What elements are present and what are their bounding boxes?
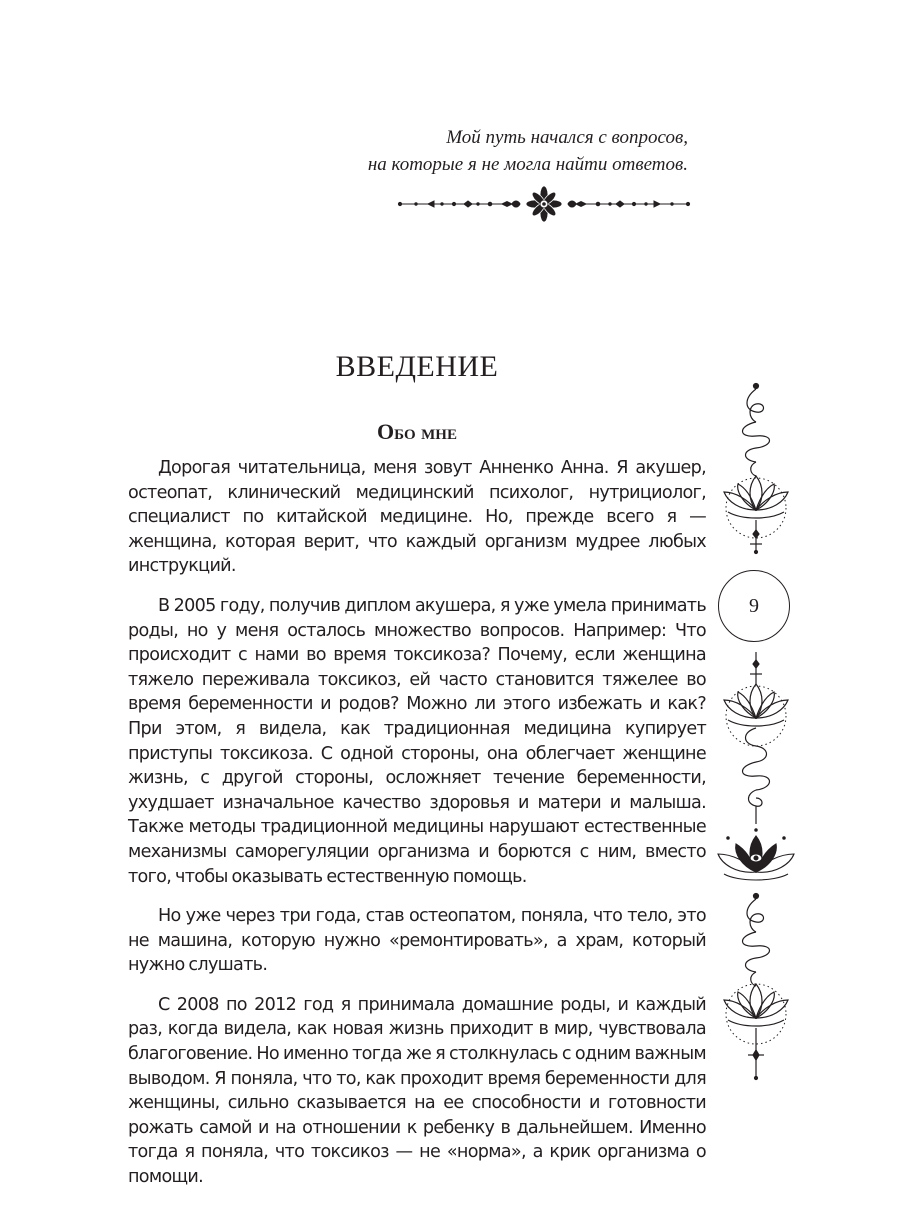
chapter-title: ВВЕДЕНИЕ — [335, 350, 499, 383]
unalome-lotus-icon — [708, 648, 804, 828]
epigraph-line: Мой путь начался с вопросов, — [446, 127, 688, 148]
paragraph: В 2005 году, получив диплом акушера, я уже умела принимать роды, но у меня осталось множество вопросов. Например: Что происходит с нами во время токсикоза? Почему, если женщина тяжело переживала токсикоз, ей часто становится тяжелее во время беременности и родов? Можно ли этого избежать и как? При этом, я видела, как традиционная медицина купирует приступы токсикоза. С одной стороны, она облегчает женщине жизнь, с другой стороны, осложняет течение беременности, ухудшает изначальное качество здоровья и матери и малыша. Также методы традиционной медицины нарушают естественные механизмы саморегуляции организма и борются с ним, вместо того, чтобы оказывать естественную помощь. — [128, 595, 706, 887]
unalome-lotus-icon — [708, 890, 804, 1086]
lotus-eye-icon — [708, 828, 804, 888]
paragraph: Но уже через три года, став остеопатом, поняла, что тело, это не машина, которую нужно «ремонтировать», а храм, который нужно слушать. — [128, 906, 706, 976]
unalome-lotus-icon — [708, 380, 804, 560]
lotus-divider-icon — [394, 186, 694, 222]
page-number: 9 — [718, 570, 790, 642]
paragraph: С 2008 по 2012 год я принимала домашние роды, и каждый раз, когда видела, как новая жизнь приходит в мир, чувствовала благоговение. Но именно тогда же я столкнулась с одним важным выводом. Я поняла, что то, как проходит время беременности для женщины, сильно сказывается на ее способности и готовности рожать самой и на отношении к ребенку в дальнейшем. Именно тогда я поняла, что токсикоз — не «норма», а крик организма о помощи. — [128, 994, 706, 1188]
paragraph: Дорогая читательница, меня зовут Анненко Анна. Я акушер, остеопат, клинический медицинский психолог, нутрициолог, специалист по китайской медицине. Но, прежде всего я — женщина, которая верит, что каждый организм мудрее любых инструкций. — [128, 458, 706, 577]
epigraph-line: на которые я не могла найти ответов. — [367, 154, 688, 175]
section-title: Обо мне — [377, 419, 457, 444]
body-text — [128, 456, 706, 1205]
epigraph — [268, 124, 688, 178]
